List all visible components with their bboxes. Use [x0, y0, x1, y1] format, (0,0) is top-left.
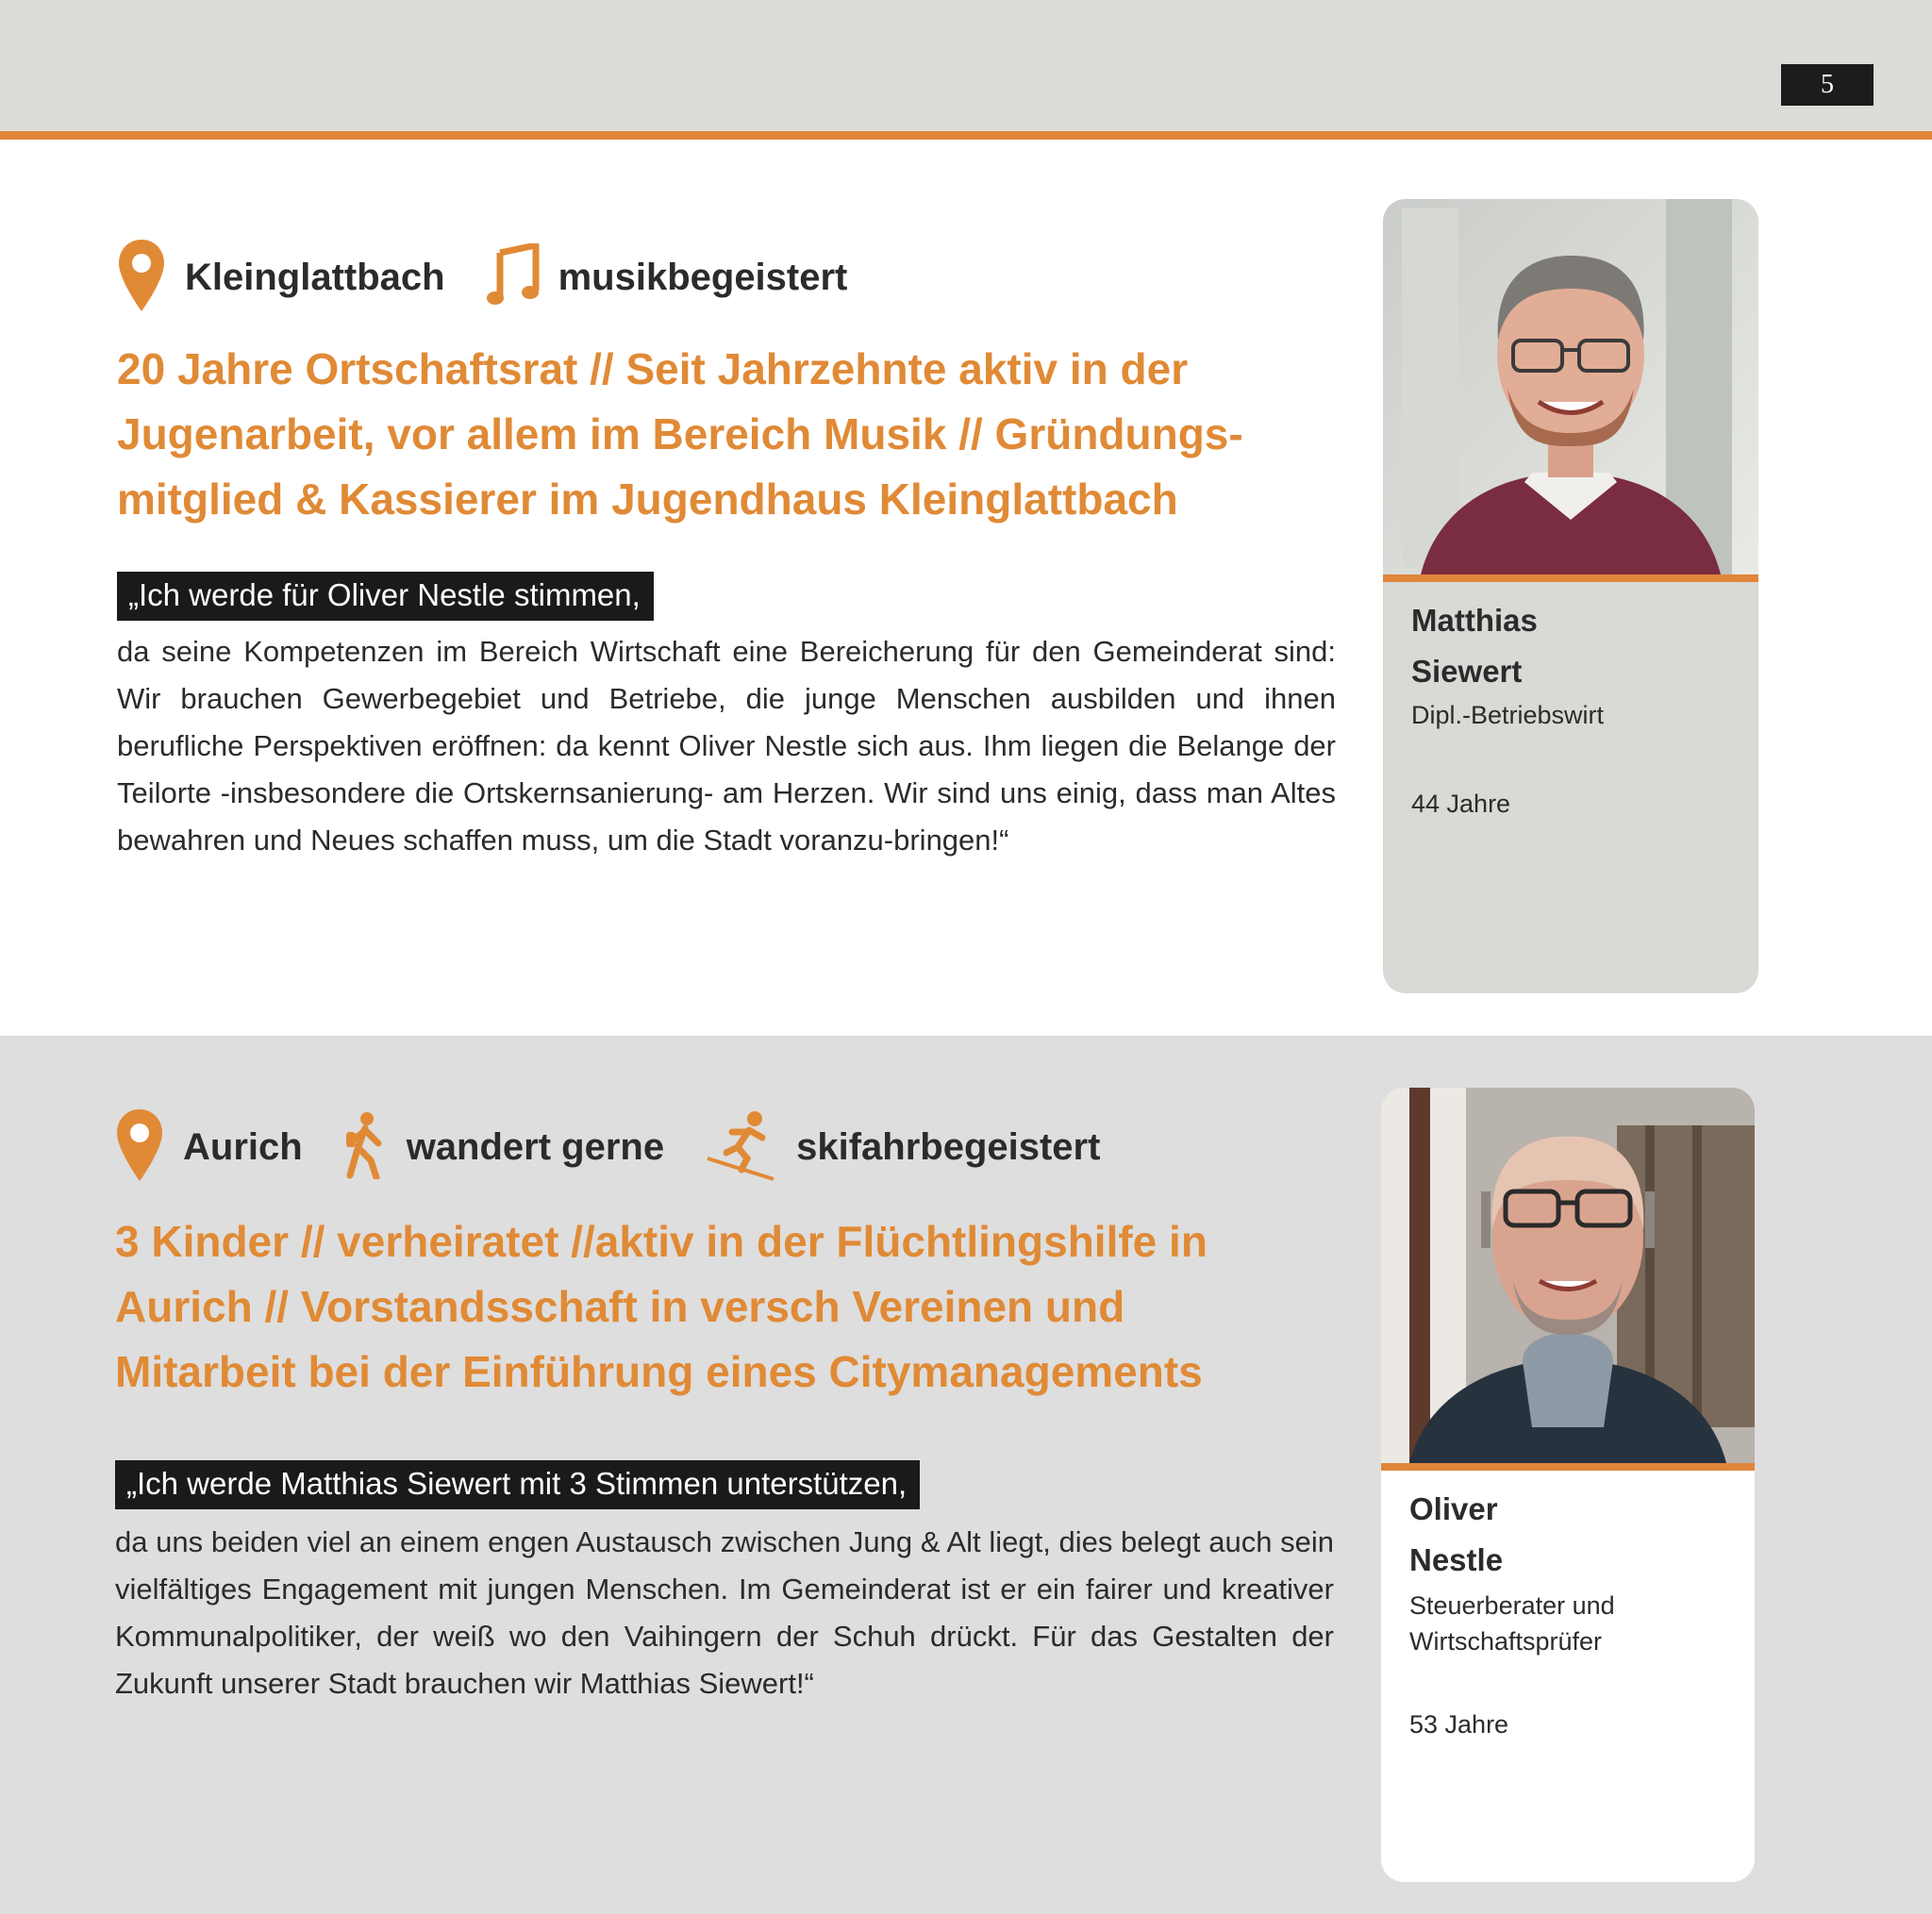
skier-icon [706, 1109, 777, 1186]
tag-hiking-label: wandert gerne [406, 1126, 665, 1168]
card-job-1: Dipl.-Betriebswirt [1411, 701, 1605, 729]
headline-1-line-2: Jugenarbeit, vor allem im Bereich Musik // Gründungs- [117, 409, 1243, 458]
hiker-icon [344, 1111, 388, 1184]
headline-1-line-1: 20 Jahre Ortschaftsrat // Seit Jahrzehnte aktiv in der [117, 344, 1189, 393]
card-age-1: 44 Jahre [1411, 790, 1511, 818]
card-last-name-1: Siewert [1411, 654, 1523, 689]
tag-location [117, 238, 445, 318]
quote-body-2: da uns beiden viel an einem engen Austausch zwischen Jung & Alt liegt, dies belegt auch sein vielfältiges Engagement mit jungen Menschen. Im Gemeinderat ist er ein fairer und kreativer Kommunalpolitiker, der weiß wo den Vaihingern der Schuh drückt. Für das Gestalten der Zukunft unserer Stadt brauchen wir Matthias Siewert!“ [115, 1525, 1334, 1700]
headline-2-line-3: Mitarbeit bei der Einführung eines Citymanagements [115, 1347, 1203, 1396]
location-pin-icon [117, 238, 166, 318]
card-first-name-1: Matthias [1411, 603, 1538, 638]
tag-location-label: Kleinglattbach [185, 257, 445, 298]
headline-2-line-2: Aurich // Vorstandsschaft in versch Vereinen und [115, 1282, 1125, 1331]
tag-skiing [706, 1109, 1100, 1186]
headline-1 [117, 337, 1343, 532]
quote-lead-1: „Ich werde für Oliver Nestle stimmen, [117, 572, 654, 621]
tag-location-label-2: Aurich [183, 1126, 303, 1168]
tag-music [487, 243, 848, 312]
tag-row-2 [115, 1107, 1141, 1188]
profile-card-2 [1381, 1088, 1755, 1882]
tag-location-2 [115, 1107, 303, 1188]
card-accent-bar-1 [1383, 574, 1758, 582]
card-first-name-2: Oliver [1409, 1491, 1498, 1526]
headline-2-line-1: 3 Kinder // verheiratet //aktiv in der Flüchtlingshilfe in [115, 1217, 1208, 1266]
tag-music-label: musikbegeistert [558, 257, 848, 298]
headline-1-line-3: mitglied & Kassierer im Jugendhaus Kleinglattbach [117, 474, 1178, 524]
quote-body-1: da seine Kompetenzen im Bereich Wirtschaft eine Bereicherung für den Gemeinderat sind: Wir brauchen Gewerbegebiet und Betriebe, die junge Menschen ausbilden und ihnen berufliche Perspektiven eröffnen: da kennt Oliver Nestle sich aus. Ihm liegen die Belange der Teilorte -insbesondere die Ortskernsanierung- am Herzen. Wir sind uns einig, dass man Altes bewahren und Neues schaffen muss, um die Stadt voranzu-bringen!“ [117, 635, 1336, 857]
card-job-2 [1409, 1588, 1615, 1659]
tag-hiking [344, 1111, 664, 1184]
location-pin-icon [115, 1107, 164, 1188]
card-last-name-2: Nestle [1409, 1542, 1504, 1577]
music-note-icon [487, 243, 540, 312]
card-job-2-line-2: Wirtschaftsprüfer [1409, 1627, 1603, 1656]
profile-card-1 [1383, 199, 1758, 993]
card-job-2-line-1: Steuerberater und [1409, 1591, 1615, 1620]
header-band [0, 0, 1932, 132]
portrait-photo-2 [1381, 1088, 1755, 1463]
page-number: 5 [1781, 64, 1874, 106]
quote-lead-2: „Ich werde Matthias Siewert mit 3 Stimmen unterstützen, [115, 1460, 920, 1509]
card-accent-bar-2 [1381, 1463, 1755, 1471]
card-age-2: 53 Jahre [1409, 1710, 1509, 1739]
tag-row-1 [117, 238, 889, 318]
header-divider [0, 131, 1932, 140]
headline-2 [115, 1209, 1360, 1405]
portrait-photo-1 [1383, 199, 1758, 574]
tag-skiing-label: skifahrbegeistert [796, 1126, 1101, 1168]
